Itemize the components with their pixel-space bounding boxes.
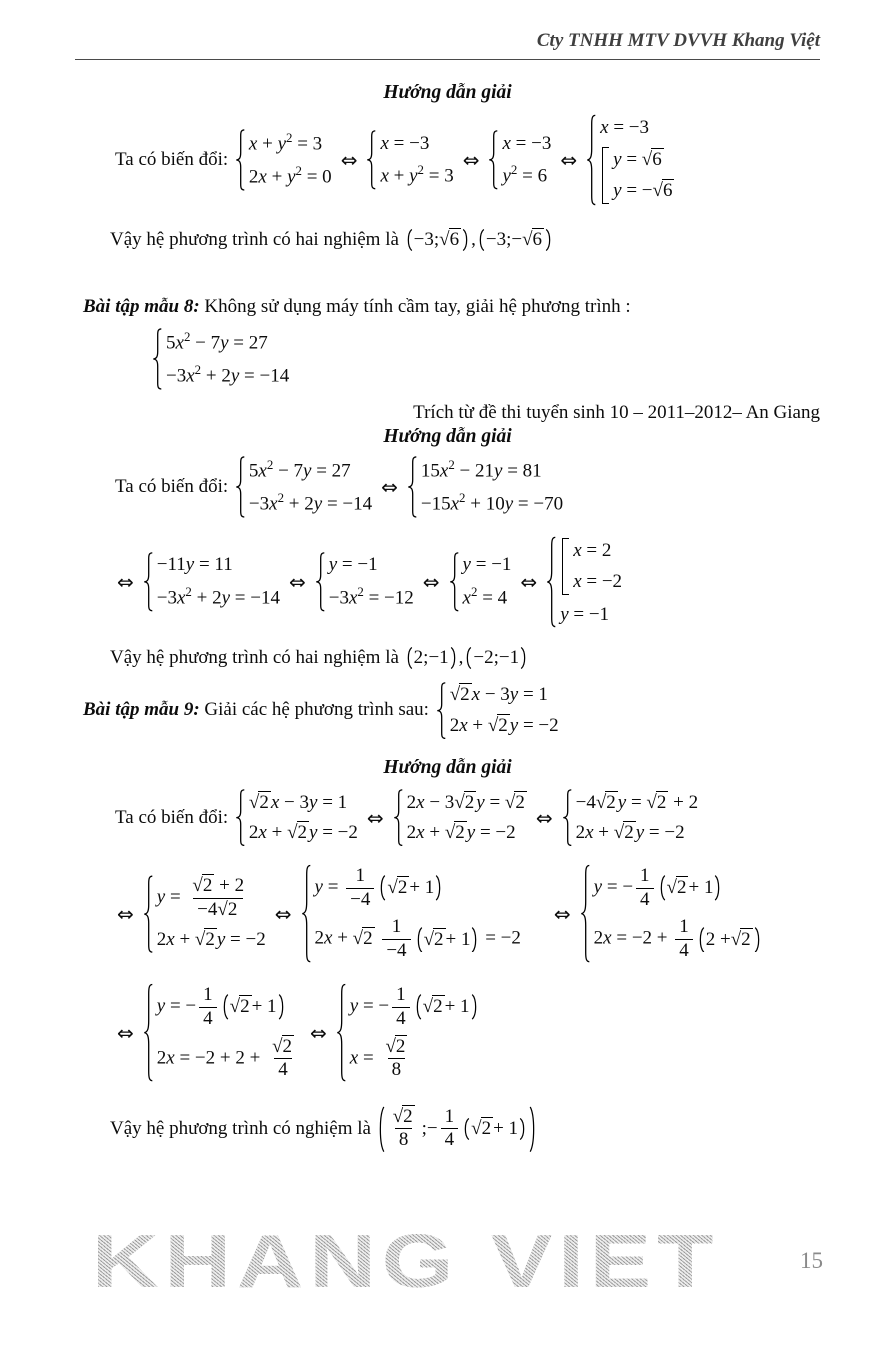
equivalence-arrow-icon: ⇔ bbox=[274, 901, 292, 926]
curly-brace-icon bbox=[301, 864, 311, 963]
row-text: Ta có biến đổi: bbox=[115, 148, 233, 170]
exponent: 2 bbox=[357, 584, 364, 600]
fraction: √2 8 bbox=[392, 1105, 413, 1151]
radical-icon: √ bbox=[613, 822, 624, 844]
radical-icon: √ bbox=[217, 899, 227, 921]
row-text: Ta có biến đổi: bbox=[115, 806, 233, 828]
exponent: 2 bbox=[510, 162, 518, 178]
fraction: $\frac{1}{4}$ bbox=[392, 984, 410, 1031]
sqrt-radical: √2 bbox=[272, 1035, 293, 1057]
left-paren-icon bbox=[464, 647, 472, 669]
paren-group: √2 + 1 bbox=[414, 993, 479, 1021]
paren-group: √2 + 1 bbox=[415, 926, 480, 954]
equation-line: $-3x^2 + 2y = -14$ bbox=[156, 584, 280, 609]
company-name: Cty TNHH MTV DVVH Khang Việt bbox=[536, 30, 820, 51]
exponent: 2 bbox=[194, 362, 202, 378]
fraction: $\frac{√2 + 2}{-4√2}$ bbox=[192, 875, 245, 921]
sqrt-radical: √2 bbox=[471, 1117, 492, 1139]
equation-line: y = − $\frac{1}{4}$ √2 + 1 bbox=[594, 862, 724, 914]
radical-icon: √ bbox=[666, 877, 676, 899]
derivation-row-3 bbox=[75, 534, 820, 630]
equation-line: y = −√6 bbox=[613, 175, 674, 206]
sqrt-radical: √2 bbox=[195, 929, 217, 950]
fraction: $\frac{1}{-4}$ bbox=[346, 865, 374, 912]
radical-icon: √ bbox=[272, 1035, 282, 1057]
header-rule bbox=[75, 59, 820, 60]
left-paren-icon bbox=[697, 927, 705, 953]
sqrt-radical: √2 bbox=[450, 684, 472, 705]
sqrt-radical: √2 bbox=[353, 928, 375, 949]
row-text: Vậy hệ phương trình có hai nghiệm là bbox=[110, 646, 404, 668]
inline-math: 2;−1 , −2;−1 bbox=[404, 646, 529, 670]
equivalence-arrow-icon: ⇔ bbox=[340, 147, 358, 172]
exercise-9 bbox=[75, 680, 820, 741]
curly-brace-icon bbox=[143, 875, 153, 953]
radical-icon: √ bbox=[652, 179, 662, 201]
radical-icon: √ bbox=[646, 791, 656, 813]
source-line: Trích từ đề thi tuyển sinh 10 – 2011–2012– An Giang bbox=[413, 401, 820, 423]
equation-system bbox=[436, 680, 559, 741]
equation-line: y = −1 bbox=[328, 554, 378, 576]
radical-icon: √ bbox=[595, 791, 606, 813]
radical-icon: √ bbox=[471, 1117, 481, 1139]
equation-system bbox=[143, 873, 266, 955]
equation-line: $5x^2 - 7y = 27$ bbox=[248, 457, 351, 482]
equivalence-arrow-icon: ⇔ bbox=[381, 474, 398, 499]
paren-group: √2 8 ;− 1 4 √2 + 1 bbox=[377, 1105, 537, 1154]
equation-line: y = $\frac{√2 + 2}{-4√2}$ bbox=[157, 873, 251, 925]
left-paren-icon bbox=[405, 647, 413, 669]
curly-brace-icon bbox=[336, 983, 346, 1082]
equation-line: x = −3 bbox=[502, 132, 552, 154]
radical-icon: √ bbox=[422, 996, 433, 1018]
equation-system bbox=[143, 981, 301, 1084]
exponent: 2 bbox=[266, 457, 274, 473]
paren-group: −3; √6 bbox=[405, 228, 470, 252]
radical-icon: √ bbox=[522, 228, 532, 250]
right-paren-icon bbox=[520, 647, 528, 669]
conclusion-line bbox=[75, 646, 820, 670]
curly-brace-icon bbox=[366, 130, 376, 190]
right-paren-icon bbox=[545, 229, 553, 251]
curly-brace-icon bbox=[407, 456, 417, 518]
page-header bbox=[75, 30, 820, 60]
sqrt-radical: √2 bbox=[596, 792, 618, 813]
curly-brace-icon bbox=[152, 328, 162, 390]
fraction: $\frac{1}{4}$ bbox=[636, 865, 654, 912]
curly-brace-icon bbox=[436, 682, 446, 739]
left-paren-icon bbox=[415, 927, 423, 953]
right-paren-icon bbox=[450, 647, 458, 669]
exponent: 2 bbox=[417, 162, 424, 178]
curly-brace-icon bbox=[580, 864, 590, 963]
equation-system bbox=[301, 862, 521, 965]
equation-line: $-3x^2 = -12$ bbox=[328, 584, 414, 609]
exponent: 2 bbox=[448, 457, 455, 473]
document-content bbox=[75, 82, 820, 1153]
radical-icon: √ bbox=[641, 149, 652, 171]
radical-icon: √ bbox=[192, 875, 202, 897]
right-paren-icon bbox=[462, 229, 470, 251]
paren-group: 2;−1 bbox=[405, 646, 458, 670]
equation-line: $x + y^2 = 3$ bbox=[380, 162, 454, 187]
radical-icon: √ bbox=[423, 928, 433, 950]
curly-brace-icon bbox=[143, 552, 153, 612]
equation-line: y = − $\frac{1}{4}$ √2 + 1 bbox=[350, 981, 480, 1033]
exponent: 2 bbox=[295, 163, 302, 179]
radical-icon: √ bbox=[229, 996, 240, 1018]
paren-group: 2 + √2 bbox=[697, 926, 762, 954]
right-paren-icon bbox=[519, 1118, 527, 1140]
row-text: Không sử dụng máy tính cầm tay, giải hệ phương trình : bbox=[204, 295, 631, 317]
equivalence-arrow-icon: ⇔ bbox=[535, 805, 553, 830]
sqrt-radical: √2 bbox=[667, 875, 689, 901]
sqrt-radical: √2 bbox=[423, 994, 445, 1020]
exponent: 2 bbox=[459, 490, 466, 506]
curly-brace-icon bbox=[586, 114, 596, 206]
derivation-row-1 bbox=[75, 112, 820, 208]
right-paren-icon bbox=[714, 875, 722, 901]
equivalence-arrow-icon: ⇔ bbox=[117, 901, 134, 926]
solution-heading: Hướng dẫn giải bbox=[383, 82, 512, 103]
radical-icon: √ bbox=[352, 928, 363, 950]
equation-line: 2x = −2 + 2 + $\frac{√2}{4}$ bbox=[157, 1033, 301, 1085]
equation-system bbox=[449, 550, 512, 614]
sqrt-radical: √2 bbox=[287, 822, 309, 843]
sqrt-radical: √2 bbox=[454, 792, 476, 813]
solution-heading: Hướng dẫn giải bbox=[383, 757, 512, 778]
equation-line: $2x + y^2 = 0$ bbox=[248, 163, 332, 188]
equation-system bbox=[143, 550, 280, 614]
radical-icon: √ bbox=[730, 928, 741, 950]
sqrt-radical: √6 bbox=[653, 180, 675, 201]
equation-line: 2x + √2 y = −2 bbox=[249, 818, 358, 849]
equation-line: $y^2 = 6$ bbox=[502, 162, 548, 187]
exponent: 2 bbox=[277, 490, 285, 506]
sqrt-radical: √2 bbox=[230, 994, 252, 1020]
equation-line: 2x + √2 y = −2 bbox=[407, 818, 516, 849]
left-paren-icon bbox=[462, 1118, 470, 1140]
equation-line: y = −1 bbox=[560, 603, 610, 625]
equation-system bbox=[562, 787, 698, 848]
radical-icon: √ bbox=[248, 791, 259, 813]
sqrt-radical: √6 bbox=[522, 228, 543, 250]
right-paren-icon bbox=[471, 927, 479, 953]
inline-math bbox=[376, 1105, 538, 1154]
left-paren-icon bbox=[378, 875, 386, 901]
exponent: 2 bbox=[185, 584, 192, 600]
equivalence-arrow-icon: ⇔ bbox=[462, 147, 480, 172]
sqrt-radical: √2 bbox=[385, 1035, 406, 1057]
equivalence-arrow-icon: ⇔ bbox=[560, 147, 578, 172]
equation-line: $-3x^2 + 2y = -14$ bbox=[248, 490, 373, 515]
radical-icon: √ bbox=[504, 791, 515, 813]
exercise-8 bbox=[75, 296, 820, 318]
paren-group: −3;− √6 bbox=[477, 228, 553, 252]
equation-system bbox=[235, 127, 332, 193]
equation-system bbox=[336, 981, 480, 1084]
equation-line: y = −1 bbox=[462, 554, 512, 576]
solution-heading: Hướng dẫn giải bbox=[383, 425, 512, 447]
sqrt-radical: √2 bbox=[387, 875, 409, 901]
equation-line: 2x − 3√2 y = √2 bbox=[407, 787, 527, 818]
radical-icon: √ bbox=[387, 877, 397, 899]
radical-icon: √ bbox=[444, 822, 455, 844]
exponent: 2 bbox=[470, 584, 478, 600]
equation-line: √2 x − 3y = 1 bbox=[249, 787, 347, 818]
paren-group: √2 + 1 bbox=[221, 993, 286, 1021]
page-number: 15 bbox=[800, 1248, 823, 1273]
right-paren-icon bbox=[278, 994, 286, 1020]
watermark: KHANG VIET bbox=[92, 1219, 720, 1304]
equation-line: x = −2 bbox=[573, 570, 623, 592]
equation-line: 2x + √2 y = −2 bbox=[576, 818, 685, 849]
sqrt-radical: √2 bbox=[249, 792, 271, 813]
right-paren-icon bbox=[435, 875, 443, 901]
radical-icon: √ bbox=[439, 228, 449, 250]
sqrt-radical: √2 bbox=[424, 927, 446, 953]
row-text: Vậy hệ phương trình có hai nghiệm là bbox=[110, 228, 404, 250]
sqrt-radical: √2 bbox=[392, 1105, 413, 1127]
derivation-row-6 bbox=[75, 981, 820, 1084]
sqrt-radical: √2 bbox=[505, 792, 527, 813]
equation-system bbox=[315, 550, 414, 614]
curly-brace-icon bbox=[488, 130, 498, 190]
curly-brace-icon bbox=[235, 456, 245, 518]
sqrt-radical: √2 bbox=[731, 927, 753, 953]
curly-brace-icon bbox=[562, 789, 572, 846]
curly-brace-icon bbox=[393, 789, 403, 846]
equation-line: x = −3 bbox=[600, 116, 649, 138]
left-paren-icon bbox=[414, 994, 422, 1020]
radical-icon: √ bbox=[392, 1105, 403, 1127]
equation-system bbox=[235, 454, 372, 520]
conclusion-line bbox=[75, 228, 820, 252]
curly-brace-icon bbox=[449, 552, 459, 612]
radical-icon: √ bbox=[454, 791, 464, 813]
equation-line: 2x + √2 y = −2 bbox=[157, 924, 266, 955]
equation-line: $15x^2 - 21y = 81$ bbox=[420, 457, 542, 482]
sqrt-radical: √2 bbox=[192, 875, 213, 897]
left-paren-icon bbox=[477, 229, 485, 251]
paren-group: √2 + 1 bbox=[462, 1117, 527, 1141]
equation-line: y = − $\frac{1}{4}$ √2 + 1 bbox=[157, 981, 287, 1033]
equivalence-arrow-icon: ⇔ bbox=[366, 805, 384, 830]
equation-line: 2x = −2 + $\frac{1}{4}$ 2 + √2 bbox=[594, 914, 763, 966]
equation-line: 2x + √2 y = −2 bbox=[450, 710, 559, 741]
left-paren-icon bbox=[658, 875, 666, 901]
equation-system bbox=[393, 787, 527, 848]
exercise-8-system bbox=[75, 326, 820, 392]
equation-line: y = √6 bbox=[613, 145, 674, 176]
fraction: $\frac{1}{-4}$ bbox=[382, 916, 410, 963]
left-paren-icon bbox=[221, 994, 229, 1020]
equivalence-arrow-icon: ⇔ bbox=[288, 569, 306, 594]
equation-line: −4√2 y = √2 + 2 bbox=[576, 787, 698, 818]
fraction: $\frac{1}{4}$ bbox=[675, 916, 693, 963]
equation-line: $5x^2 - 7y = 27$ bbox=[166, 329, 268, 354]
square-bracket-group bbox=[560, 536, 622, 597]
sqrt-radical: √2 bbox=[646, 792, 668, 813]
equivalence-arrow-icon: ⇔ bbox=[310, 1021, 327, 1046]
curly-brace-icon bbox=[315, 552, 325, 612]
radical-icon: √ bbox=[385, 1035, 395, 1057]
equation-line: √2 x − 3y = 1 bbox=[450, 680, 548, 711]
right-paren-icon bbox=[754, 927, 762, 953]
radical-icon: √ bbox=[194, 928, 205, 950]
equation-system bbox=[366, 128, 453, 192]
exercise-label: Bài tập mẫu 8: bbox=[83, 295, 205, 317]
conclusion-line bbox=[75, 1105, 820, 1154]
sqrt-radical: √2 bbox=[488, 715, 510, 736]
curly-brace-icon bbox=[546, 536, 556, 628]
sqrt-radical: √6 bbox=[642, 149, 664, 170]
row-text: Vậy hệ phương trình có nghiệm là bbox=[110, 1117, 376, 1139]
fraction: 1 4 bbox=[441, 1106, 459, 1153]
radical-icon: √ bbox=[287, 822, 297, 844]
right-paren-icon bbox=[529, 1106, 537, 1153]
equivalence-arrow-icon: ⇔ bbox=[117, 1021, 134, 1046]
curly-brace-icon bbox=[143, 983, 153, 1082]
sqrt-radical: √2 bbox=[217, 899, 238, 921]
sqrt-radical: √6 bbox=[439, 228, 460, 250]
left-paren-icon bbox=[405, 229, 413, 251]
derivation-row-4 bbox=[75, 787, 820, 848]
equation-line: y = $\frac{1}{-4}$ √2 + 1 bbox=[315, 862, 445, 914]
curly-brace-icon bbox=[235, 789, 245, 846]
paren-group: √2 + 1 bbox=[658, 874, 723, 902]
equation-system bbox=[488, 128, 551, 192]
equation-system bbox=[586, 112, 674, 208]
equation-line: 2x + √2 $\frac{1}{-4}$ √2 + 1 = −2 bbox=[314, 916, 521, 962]
equation-system bbox=[546, 534, 622, 630]
equation-system bbox=[407, 454, 563, 520]
exponent: 2 bbox=[183, 329, 191, 345]
fraction: $\frac{√2}{4}$ bbox=[272, 1035, 293, 1081]
sqrt-radical: √2 bbox=[445, 822, 467, 843]
equation-line: $-3x^2 + 2y = -14$ bbox=[166, 362, 290, 387]
equation-system bbox=[580, 862, 763, 965]
equation-line: x = −3 bbox=[380, 132, 430, 154]
equation-line: x = $\frac{√2}{8}$ bbox=[350, 1033, 415, 1085]
equivalence-arrow-icon: ⇔ bbox=[520, 569, 538, 594]
equation-line: $-15x^2 + 10y = -70$ bbox=[420, 490, 564, 515]
left-paren-icon bbox=[377, 1106, 385, 1153]
derivation-row-5 bbox=[75, 862, 820, 965]
row-text: Ta có biến đổi: bbox=[115, 475, 233, 497]
row-text: Giải các hệ phương trình sau: bbox=[204, 699, 434, 721]
equation-system bbox=[235, 787, 358, 848]
equation-line: −11y = 11 bbox=[156, 554, 233, 576]
right-paren-icon bbox=[471, 994, 479, 1020]
square-bracket-group bbox=[600, 145, 674, 206]
derivation-row-2 bbox=[75, 454, 820, 520]
equation-system bbox=[152, 326, 289, 392]
curly-brace-icon bbox=[235, 129, 245, 191]
exercise-label: Bài tập mẫu 9: bbox=[83, 699, 205, 721]
equivalence-arrow-icon: ⇔ bbox=[553, 901, 571, 926]
fraction: $\frac{√2}{8}$ bbox=[385, 1035, 406, 1081]
equation-line: $x^2 = 4$ bbox=[462, 584, 508, 609]
radical-icon: √ bbox=[449, 684, 460, 706]
fraction: $\frac{1}{4}$ bbox=[199, 984, 217, 1031]
sqrt-radical: √2 bbox=[614, 822, 636, 843]
equation-line: $x + y^2 = 3$ bbox=[248, 130, 323, 155]
equation-line: x = 2 bbox=[573, 540, 612, 562]
paren-group: √2 + 1 bbox=[378, 874, 443, 902]
inline-math: −3; √6 , −3;− √6 bbox=[404, 228, 554, 252]
paren-group: −2;−1 bbox=[464, 646, 528, 670]
equivalence-arrow-icon: ⇔ bbox=[422, 569, 440, 594]
radical-icon: √ bbox=[487, 714, 498, 736]
exponent: 2 bbox=[286, 130, 293, 146]
equivalence-arrow-icon: ⇔ bbox=[117, 569, 134, 594]
